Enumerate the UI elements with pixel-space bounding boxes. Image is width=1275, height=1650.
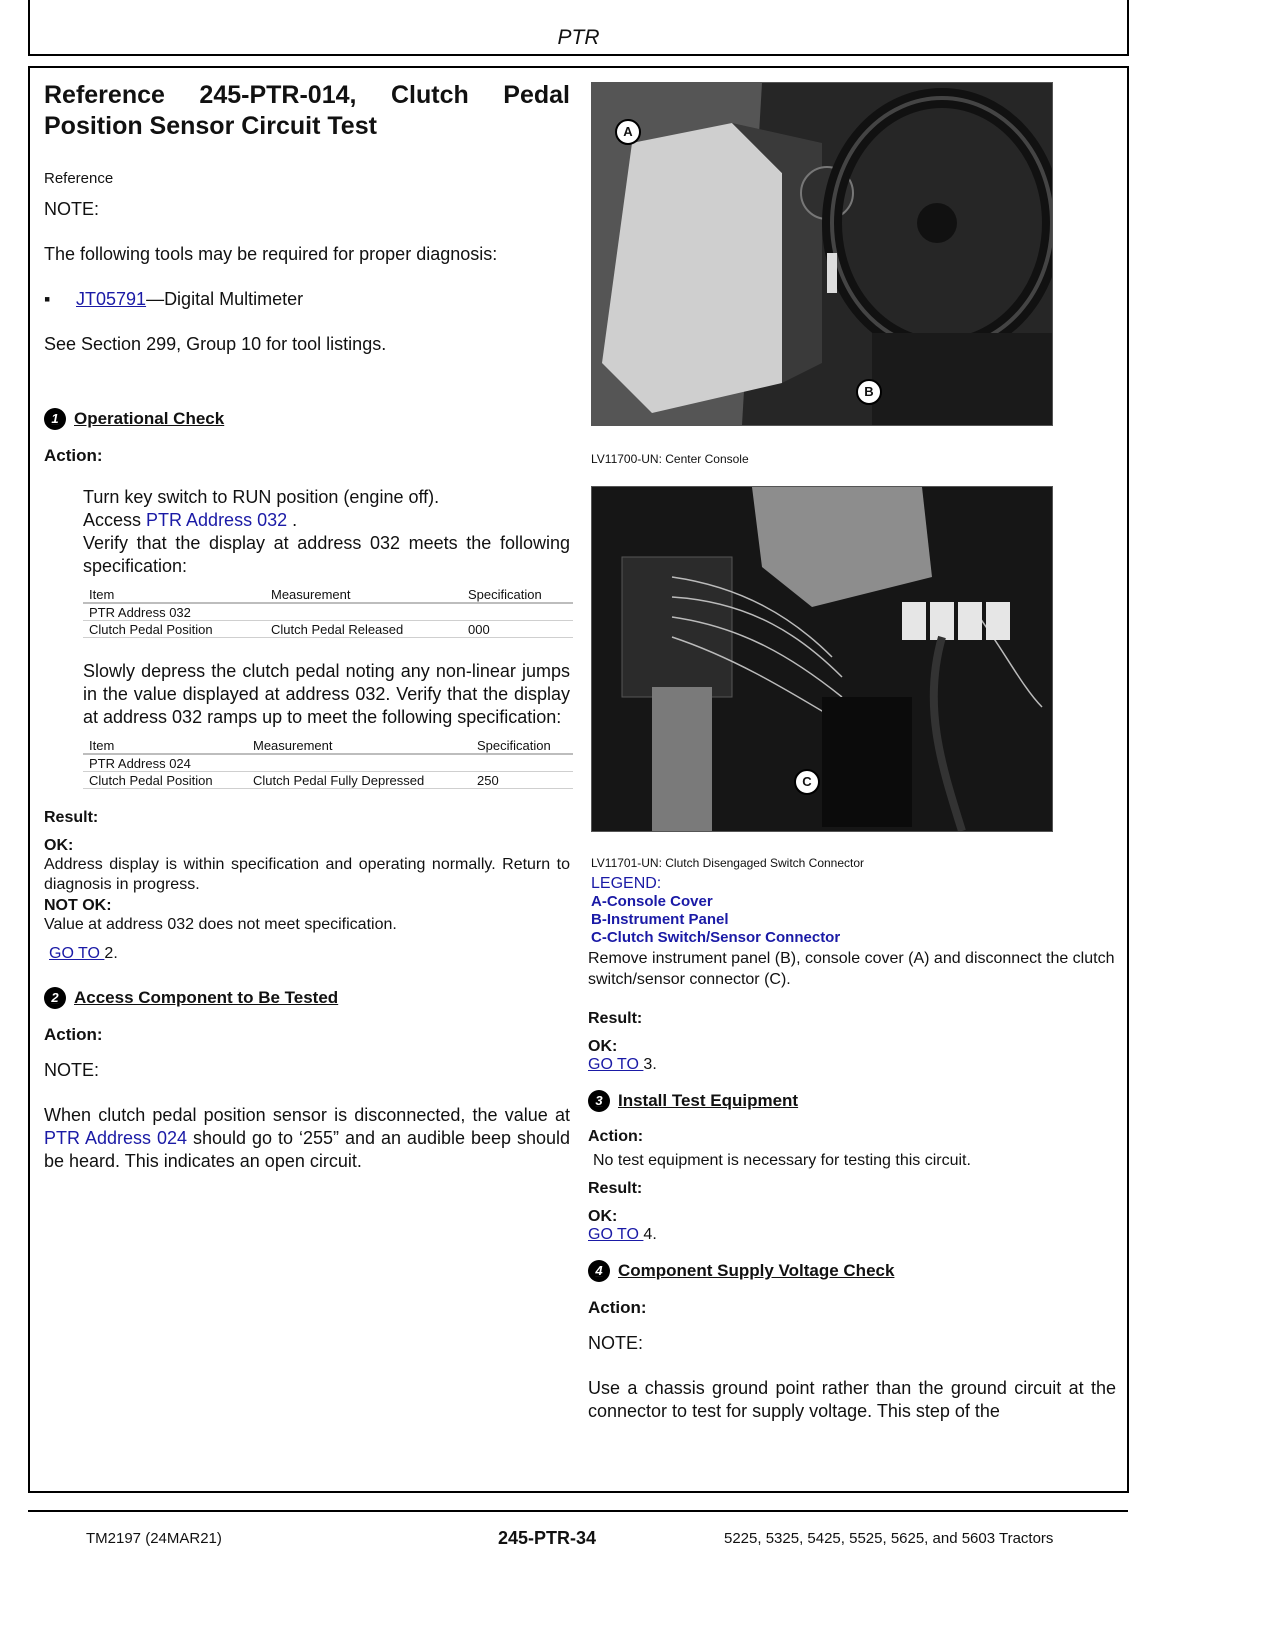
step2-text (44, 1104, 570, 1173)
ptr-address-024-link[interactable]: PTR Address 024 (44, 1128, 188, 1148)
step1-title: Operational Check (74, 409, 225, 428)
step1-notok-label: NOT OK: (44, 897, 112, 914)
legend-title: LEGEND: (591, 875, 662, 892)
step1-result-label: Result: (44, 809, 99, 826)
bullet-icon: ▪ (44, 289, 51, 309)
step4-action-label: Action: (588, 1298, 647, 1317)
step1-notok-text: Value at address 032 does not meet specification. (44, 916, 397, 933)
step1-goto (49, 945, 570, 963)
table-cell: PTR Address 032 (83, 603, 265, 621)
step1-ok-label: OK: (44, 837, 74, 854)
table-row (83, 754, 573, 772)
step2-ok-label: OK: (588, 1038, 618, 1055)
tool-item (44, 288, 570, 311)
goto-target: 4. (643, 1226, 657, 1243)
tools-intro: The following tools may be required for proper diagnosis: (44, 244, 498, 264)
step4-number-icon: 4 (588, 1260, 610, 1282)
step2-text-a: When clutch pedal position sensor is disconnected, the value at (44, 1105, 570, 1125)
step4-heading (588, 1260, 1116, 1282)
step1-action-label: Action: (44, 446, 103, 465)
footer-page-number: 245-PTR-34 (498, 1528, 597, 1548)
table-cell: PTR Address 024 (83, 754, 247, 772)
step2-goto (588, 1056, 1116, 1074)
table-cell (265, 603, 462, 621)
step4-title: Component Supply Voltage Check (618, 1261, 895, 1280)
goto-target: 2. (104, 945, 118, 962)
step2-text-b: should go to ‘255” and an audible beep should be heard. This indicates an open circuit. (44, 1128, 570, 1171)
page-header (28, 0, 1129, 56)
table-header: Specification (462, 586, 573, 603)
wiring-illustration (592, 487, 1052, 831)
callout-a: A (615, 119, 641, 145)
spec-table-2 (83, 737, 573, 789)
note-label: NOTE: (44, 199, 100, 219)
table-cell: 250 (471, 772, 573, 789)
right-column (588, 856, 1116, 1423)
switch-connector-photo (591, 486, 1053, 832)
table-header: Item (83, 737, 247, 754)
table-row (83, 772, 573, 789)
table-cell: Clutch Pedal Position (83, 621, 265, 638)
step1-access-line (83, 509, 570, 532)
step3-action-label: Action: (588, 1128, 644, 1145)
table-header: Item (83, 586, 265, 603)
step1-number-icon: 1 (44, 408, 66, 430)
table-cell: 000 (462, 621, 573, 638)
step2-title: Access Component to Be Tested (74, 988, 339, 1007)
legend-item: C-Clutch Switch/Sensor Connector (591, 929, 841, 946)
tool-listing-text: See Section 299, Group 10 for tool listings. (44, 334, 387, 354)
page-title: Reference 245-PTR-014, Clutch Pedal Position Sensor Circuit Test (44, 81, 570, 140)
step3-goto (588, 1226, 1116, 1244)
step3-ok-label: OK: (588, 1208, 618, 1225)
access-prefix: Access (83, 510, 147, 530)
table-cell: Clutch Pedal Fully Depressed (247, 772, 471, 789)
step3-text: No test equipment is necessary for testing this circuit. (593, 1152, 971, 1169)
footer-divider (28, 1510, 1128, 1512)
step1-action-body (83, 486, 570, 789)
table-row (83, 603, 573, 621)
table-header: Measurement (265, 586, 462, 603)
header-title: PTR (557, 26, 600, 49)
legend (591, 874, 1116, 947)
figure1-caption: LV11700-UN: Center Console (591, 452, 749, 466)
footer-models: 5225, 5325, 5425, 5525, 5625, and 5603 Tractors (724, 1530, 1054, 1547)
reference-label: Reference (44, 170, 114, 187)
callout-b: B (856, 379, 882, 405)
table-header: Specification (471, 737, 573, 754)
table-cell: Clutch Pedal Released (265, 621, 462, 638)
step3-heading (588, 1090, 1116, 1112)
step2-number-icon: 2 (44, 987, 66, 1009)
table-cell (247, 754, 471, 772)
legend-item: A-Console Cover (591, 893, 713, 910)
step4-text: Use a chassis ground point rather than the ground circuit at the connector to test for supply voltage. This step of the (588, 1378, 1116, 1421)
goto-target: 3. (643, 1056, 657, 1073)
table-row (83, 621, 573, 638)
step2-action-label: Action: (44, 1025, 103, 1044)
figure2-caption: LV11701-UN: Clutch Disengaged Switch Connector (591, 856, 865, 870)
step3-number-icon: 3 (588, 1090, 610, 1112)
content-frame (28, 66, 1129, 1493)
step2-heading (44, 987, 570, 1009)
table-cell (462, 603, 573, 621)
table-cell: Clutch Pedal Position (83, 772, 247, 789)
center-console-photo (591, 82, 1053, 426)
goto-step-4-link[interactable]: GO TO (588, 1226, 644, 1243)
table-header: Measurement (247, 737, 471, 754)
legend-item: B-Instrument Panel (591, 911, 729, 928)
spec-table-1 (83, 586, 573, 638)
callout-c: C (794, 769, 820, 795)
goto-step-3-link[interactable]: GO TO (588, 1056, 644, 1073)
goto-step-2-link[interactable]: GO TO (49, 945, 105, 962)
step3-title: Install Test Equipment (618, 1091, 799, 1110)
step1-heading (44, 408, 570, 430)
tool-link[interactable]: JT05791 (76, 289, 147, 309)
remove-instructions: Remove instrument panel (B), console cover (A) and disconnect the clutch switch/sensor connector (C). (588, 950, 1115, 988)
access-suffix: . (287, 510, 298, 530)
table-cell (471, 754, 573, 772)
tool-description: —Digital Multimeter (146, 289, 304, 309)
step1-slowly-text: Slowly depress the clutch pedal noting any non-linear jumps in the value displayed at address 032. Verify that the display at address 032 ramps up to meet the following specification: (83, 661, 570, 727)
step3-result-label: Result: (588, 1180, 643, 1197)
step4-note-label: NOTE: (588, 1333, 644, 1353)
center-console-illustration (592, 83, 1052, 425)
footer-doc-id: TM2197 (24MAR21) (86, 1530, 222, 1547)
step1-ok-text: Address display is within specification and operating normally. Return to diagnosis in progress. (44, 856, 570, 893)
step1-verify-text: Verify that the display at address 032 meets the following specification: (83, 533, 570, 576)
step2-note-label: NOTE: (44, 1060, 100, 1080)
ptr-address-032-link[interactable]: PTR Address 032 (146, 510, 288, 530)
step1-key-switch: Turn key switch to RUN position (engine off). (83, 487, 440, 507)
step2-result-label: Result: (588, 1010, 643, 1027)
left-column (44, 80, 570, 1173)
